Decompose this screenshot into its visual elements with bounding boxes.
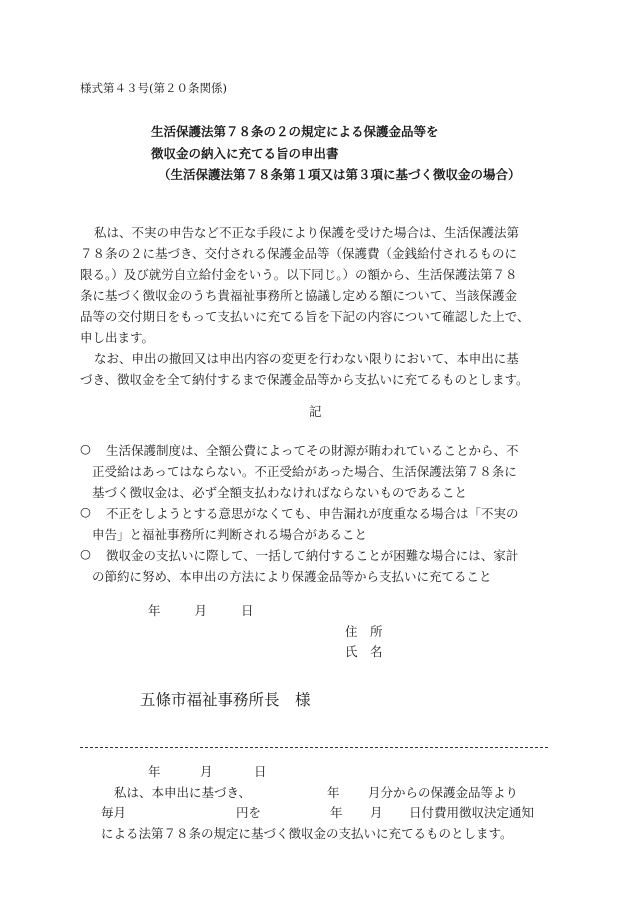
date-field — [148, 601, 253, 619]
body-line: ７８条の２に基づき、交付される保護金品等（保護費（金銭給付されるものに — [80, 246, 518, 261]
name-label: 氏 名 — [345, 644, 383, 659]
ki-heading: 記 — [309, 404, 322, 419]
bullet-mark: ○ — [80, 546, 91, 561]
document-title-line-1: 生活保護法第７８条の２の規定による保護金品等を — [151, 124, 439, 139]
lower-line2-monthly: 毎月 — [101, 805, 127, 820]
item-line: 生活保護制度は、全額公費によってその財源が賄われていることから、不 — [106, 443, 519, 458]
date-month-label: 月 — [194, 603, 207, 618]
cut-line-divider — [80, 747, 548, 748]
lower-line2-month: 月 — [370, 805, 383, 820]
body-line: づき、徴収金を全て納付するまで保護金品等から支払いに充てるものとします。 — [80, 372, 529, 387]
lower-line1-month: 月分からの保護金品等より — [368, 785, 519, 800]
lower-line2-year: 年 — [330, 805, 343, 820]
item-line: の節約に努め、本申出の方法により保護金品等から支払いに充てること — [92, 569, 492, 584]
item-line: 申告」と福祉事務所に判断される場合があること — [92, 527, 368, 542]
document-title-line-2: 徴収金の納入に充てる旨の申出書 — [151, 146, 339, 161]
lower-date-year: 年 — [148, 764, 161, 779]
lower-date-day: 日 — [254, 764, 267, 779]
addressee: 五條市福祉事務所長 様 — [140, 691, 311, 709]
item-line: 正受給はあってはならない。不正受給があった場合、生活保護法第７８条に — [92, 464, 517, 479]
address-label: 住 所 — [345, 624, 383, 639]
body-line: 品等の交付期日をもって支払いに充てる旨を下記の内容について確認した上で、 — [80, 309, 530, 324]
lower-line2-notice: 日付費用徴収決定通知 — [409, 805, 535, 820]
item-line: 徴収金の支払いに際して、一括して納付することが困難な場合には、家計 — [106, 548, 519, 563]
body-line: なお、申出の撤回又は申出内容の変更を行わない限りにおいて、本申出に基 — [94, 351, 519, 366]
lower-line3: による法第７８条の規定に基づく徴収金の支払いに充てるものとします。 — [101, 826, 513, 841]
document-subtitle: （生活保護法第７８条第１項又は第３項に基づく徴収金の場合） — [158, 167, 521, 182]
body-line: 申し出ます。 — [80, 330, 155, 345]
date-year-label: 年 — [148, 603, 161, 618]
lower-line1-year: 年 — [327, 785, 340, 800]
body-line: 限る。）及び就労自立給付金をいう。以下同じ。）の額から、生活保護法第７８ — [80, 267, 518, 282]
lower-date-month: 月 — [200, 764, 213, 779]
body-line: 条に基づく徴収金のうち貴福祉事務所と協議し定める額について、当該保護金 — [80, 288, 518, 303]
bullet-mark: ○ — [80, 504, 91, 519]
lower-line1-text: 私は、本申出に基づき、 — [114, 785, 252, 800]
date-day-label: 日 — [240, 603, 254, 618]
item-line: 基づく徴収金は、必ず全額支払わなければならないものであること — [92, 485, 468, 500]
bullet-mark: ○ — [80, 441, 91, 456]
item-line: 不正をしようとする意思がなくても、申告漏れが度重なる場合は「不実の — [106, 506, 519, 521]
lower-line2-yen: 円を — [236, 805, 262, 820]
body-line: 私は、不実の申告など不正な手段により保護を受けた場合は、生活保護法第 — [94, 225, 520, 240]
form-number: 様式第４３号(第２０条関係) — [80, 81, 227, 95]
